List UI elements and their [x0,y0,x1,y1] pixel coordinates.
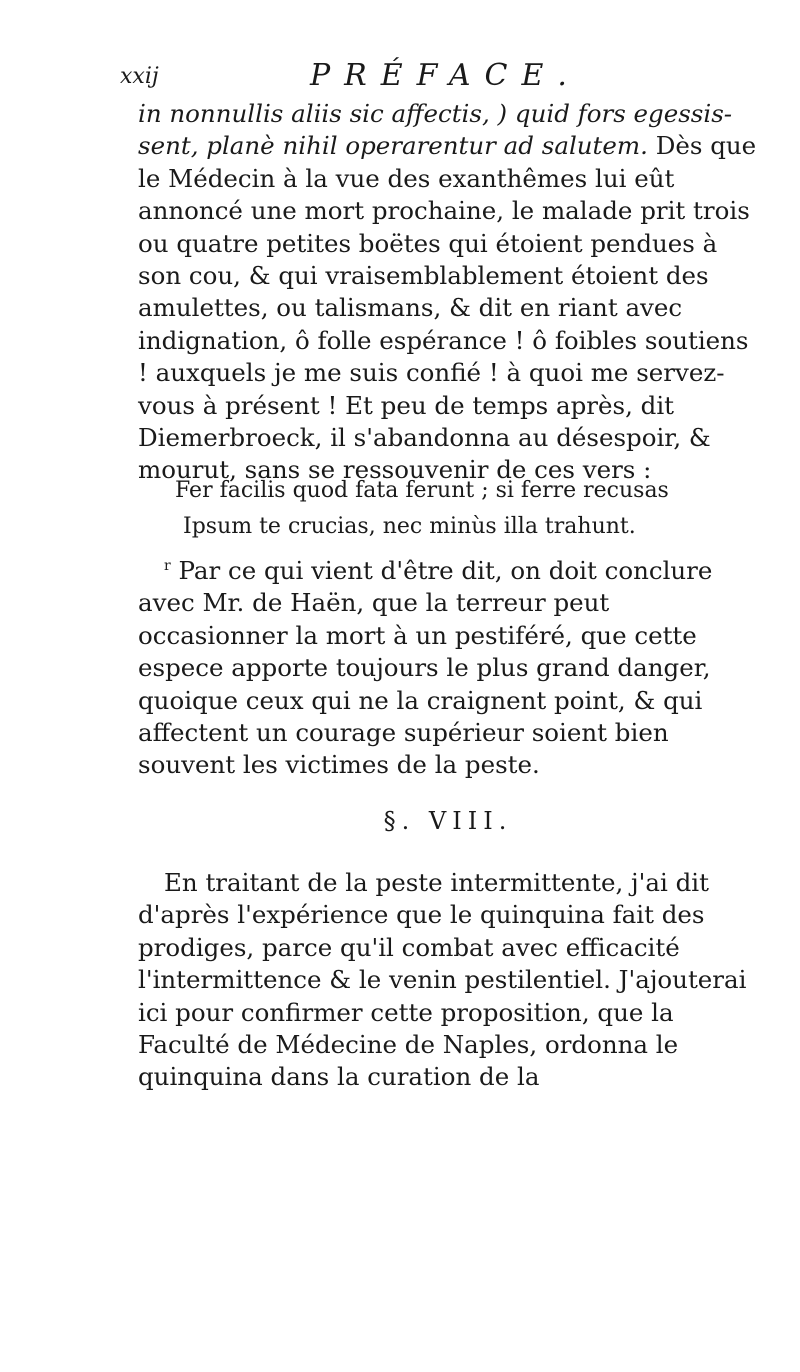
page-header [120,58,760,98]
verse-line-1: Fer facilis quod fata ferunt ; si ferre recusas [175,478,669,503]
section-heading: §. VIII. [383,807,513,835]
paragraph-3: En traitant de la peste intermittente, j'ai dit d'après l'expérience que le quinquina fait des prodiges, parce qu'il combat avec efficacité l'intermittence & le venin pestilentiel. J'ajouterai ici pour confirmer cette proposition, que la Faculté de Médecine de Naples, ordonna le quinquina dans la curation de la [138,868,747,1092]
paragraph-2-text: Par ce qui vient d'être dit, on doit conclure avec Mr. de Haën, que la terreur peut occasionner la mort à un pestiféré, que cette espece apporte toujours le plus grand danger, quoique ceux qui ne la craignent point, & qui affectent un courage supérieur soient bien souvent les victimes de la peste. [138,556,713,780]
latin-quote: in nonnullis aliis sic affectis, ) quid fors egessis-sent, planè nihil operarentur ad salutem. [138,99,733,161]
paragraph-1-text: Dès que le Médecin à la vue des exanthêmes lui eût annoncé une mort prochaine, le malade prit trois ou quatre petites boëtes qui étoient pendues à son cou, & qui vraisemblablement étoient des amulettes, ou talismans, & dit en riant avec indignation, ô folle espérance ! ô foibles soutiens ! auxquels je me suis confié ! à quoi me servez-vous à présent ! Et peu de temps après, dit Diemerbroeck, il s'abandonna au désespoir, & mourut, sans se ressouvenir de ces vers : [138,131,757,485]
footnote-mark: r [164,557,171,574]
page-number: xxij [120,64,159,89]
verse-line-2: Ipsum te crucias, nec minùs illa trahunt. [183,514,636,539]
paragraph-1 [138,98,758,487]
paragraph-2 [138,555,758,782]
running-title: PRÉFACE. [310,58,581,93]
latin-verse [175,473,735,545]
